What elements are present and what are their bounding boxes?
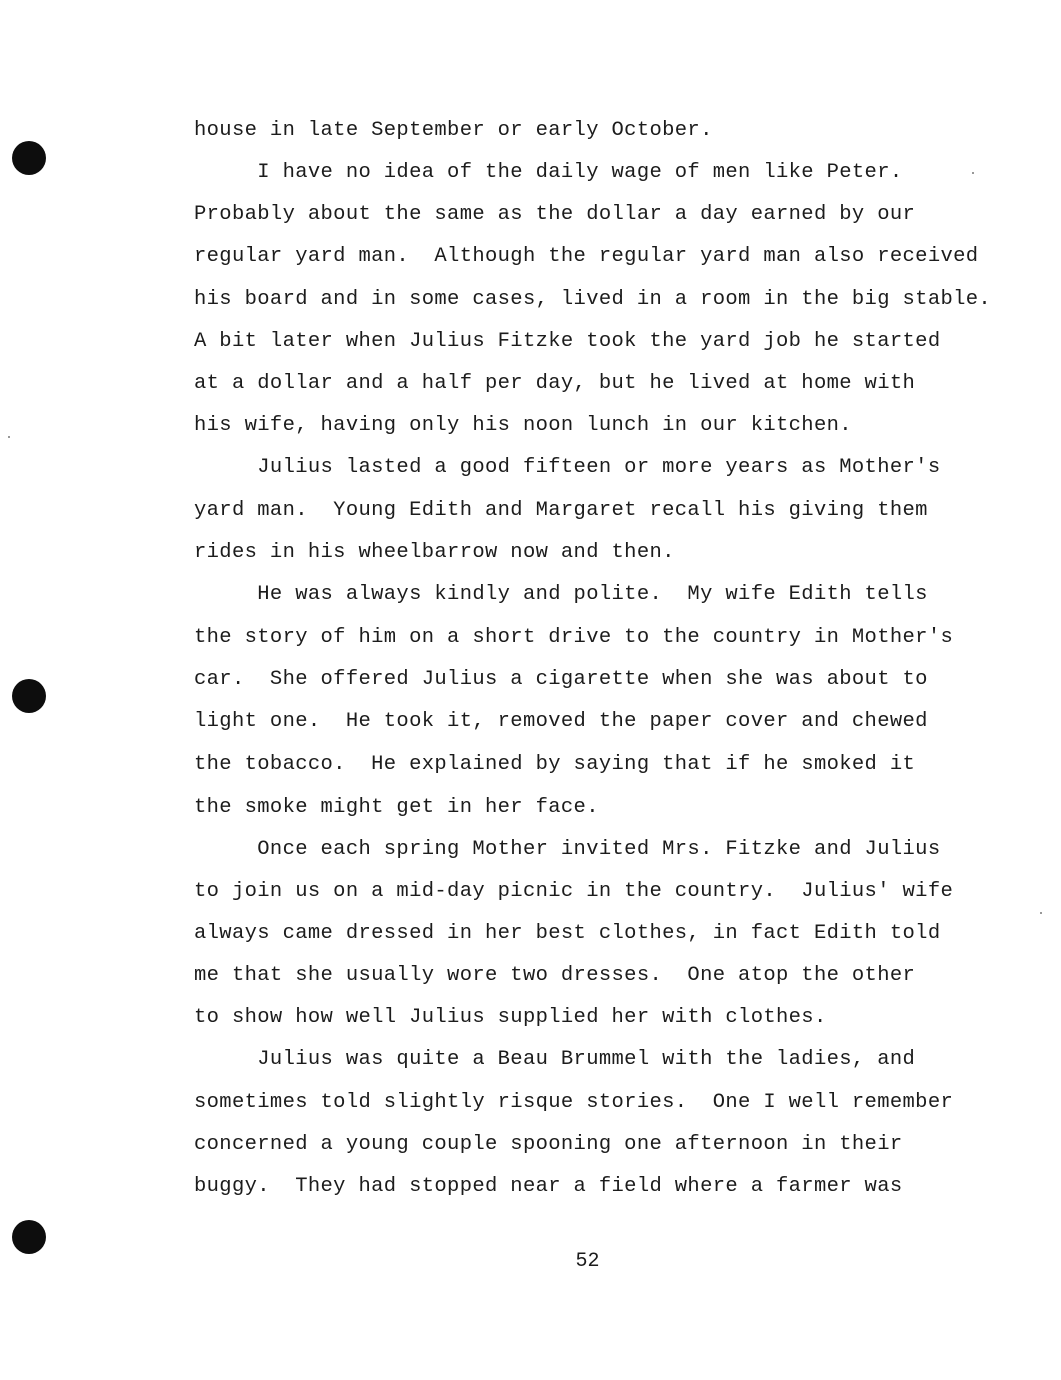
- paper-speck: [972, 172, 974, 174]
- text-line: Julius lasted a good fifteen or more years as Mother's: [194, 456, 941, 479]
- text-line: Julius was quite a Beau Brummel with the ladies, and: [194, 1048, 916, 1071]
- paper-speck: [8, 436, 10, 438]
- text-line: always came dressed in her best clothes, in fact Edith told: [194, 922, 941, 945]
- text-line: yard man. Young Edith and Margaret recall his giving them: [194, 499, 928, 522]
- text-line: rides in his wheelbarrow now and then.: [194, 541, 675, 564]
- text-line: the smoke might get in her face.: [194, 796, 599, 819]
- text-line: He was always kindly and polite. My wife Edith tells: [194, 583, 928, 606]
- text-line: the tobacco. He explained by saying that if he smoked it: [194, 753, 916, 776]
- text-line: me that she usually wore two dresses. One atop the other: [194, 964, 916, 987]
- text-line: at a dollar and a half per day, but he lived at home with: [194, 372, 916, 395]
- text-line: house in late September or early October.: [194, 119, 713, 142]
- text-line: to show how well Julius supplied her with clothes.: [194, 1006, 827, 1029]
- text-line: car. She offered Julius a cigarette when she was about to: [194, 668, 928, 691]
- text-line: his wife, having only his noon lunch in our kitchen.: [194, 414, 852, 437]
- binder-hole-middle: [12, 679, 46, 713]
- paper-speck: [1040, 912, 1042, 914]
- text-line: Once each spring Mother invited Mrs. Fitzke and Julius: [194, 838, 941, 861]
- text-line: the story of him on a short drive to the country in Mother's: [194, 626, 954, 649]
- text-line: regular yard man. Although the regular yard man also received: [194, 245, 979, 268]
- page-number: 52: [575, 1250, 600, 1273]
- text-line: his board and in some cases, lived in a room in the big stable.: [194, 288, 992, 311]
- text-line: I have no idea of the daily wage of men like Peter.: [194, 161, 903, 184]
- text-line: light one. He took it, removed the paper cover and chewed: [194, 710, 928, 733]
- text-line: sometimes told slightly risque stories. One I well remember: [194, 1091, 954, 1114]
- text-line: Probably about the same as the dollar a day earned by our: [194, 203, 916, 226]
- text-line: concerned a young couple spooning one afternoon in their: [194, 1133, 903, 1156]
- binder-hole-top: [12, 141, 46, 175]
- text-line: A bit later when Julius Fitzke took the yard job he started: [194, 330, 941, 353]
- text-line: buggy. They had stopped near a field where a farmer was: [194, 1175, 903, 1198]
- text-line: to join us on a mid-day picnic in the country. Julius' wife: [194, 880, 954, 903]
